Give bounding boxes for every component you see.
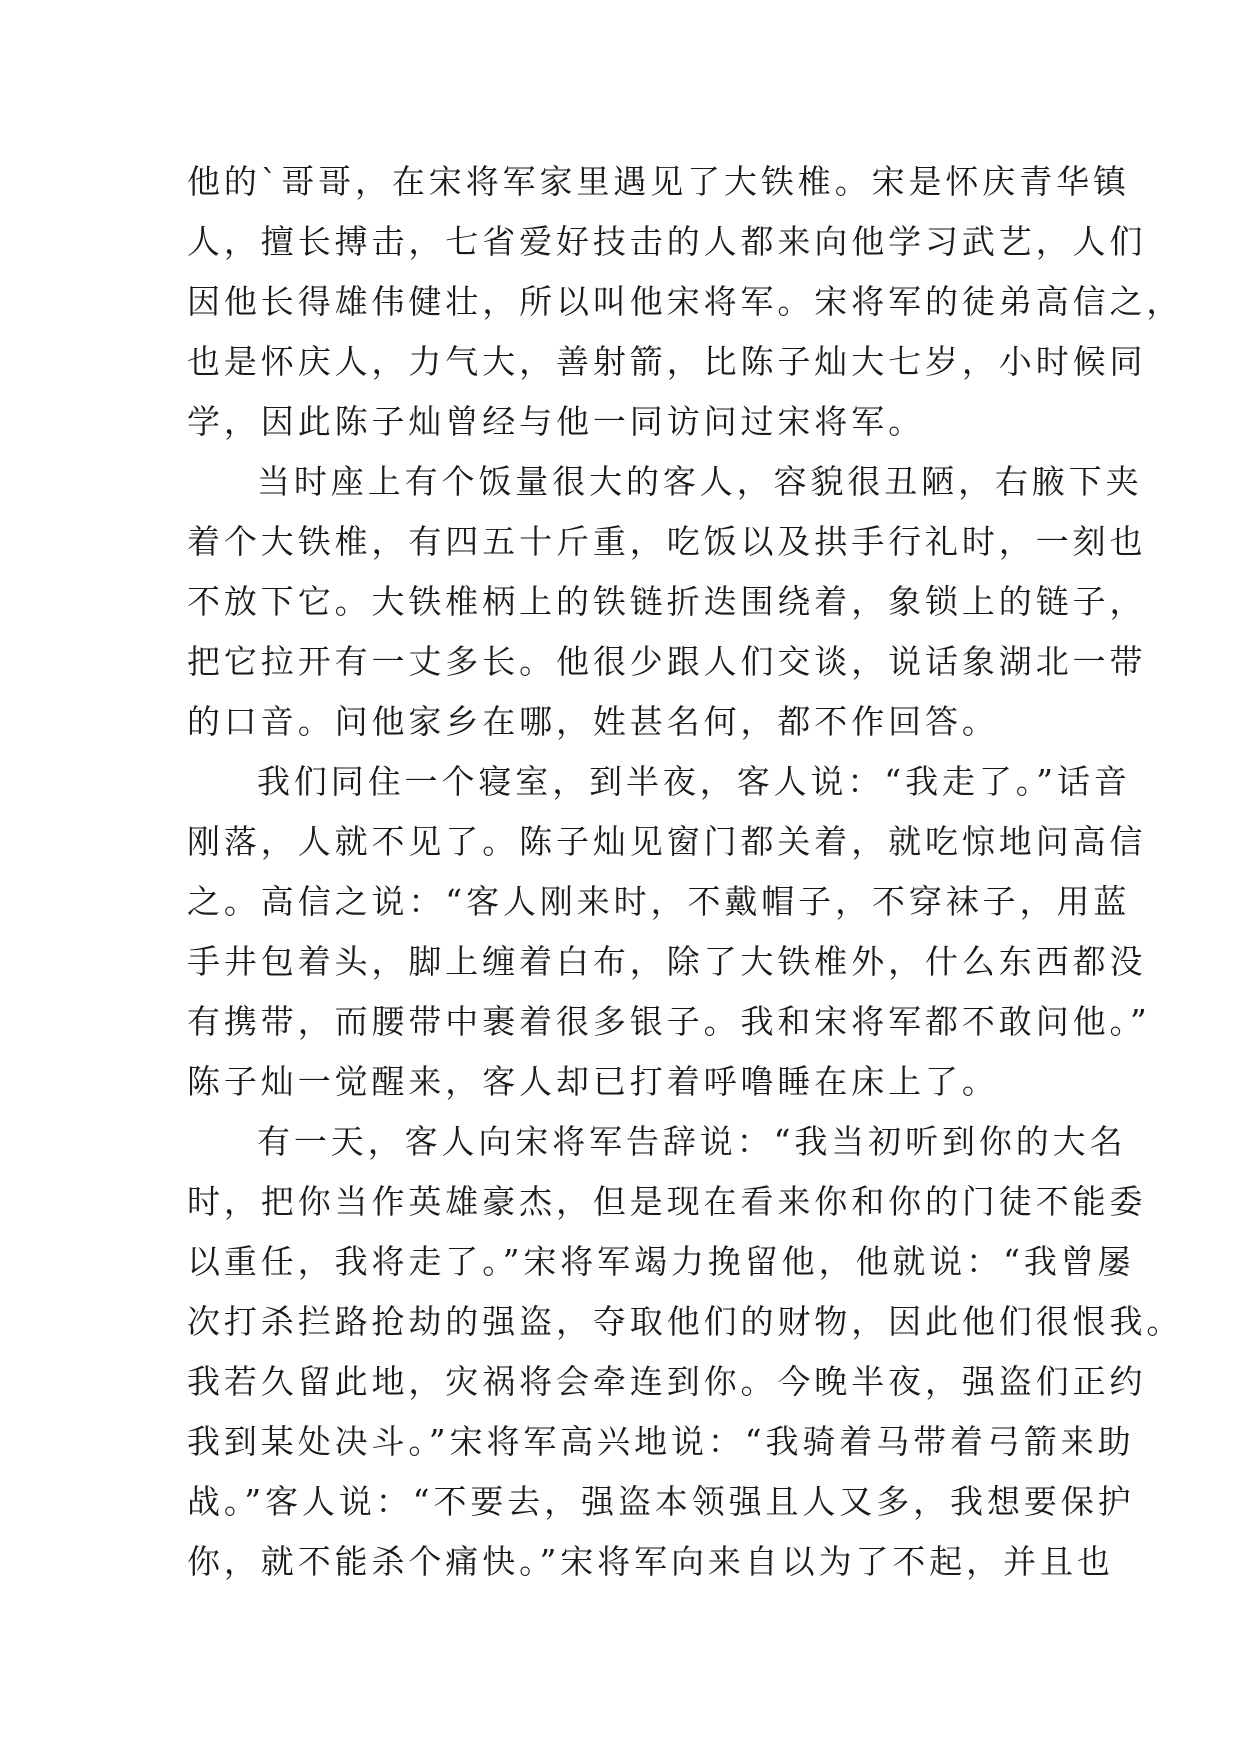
body-text: [187, 152, 1184, 1592]
text-line: 战。”客人说：“不要去，强盗本领强且人又多，我想要保护: [187, 1482, 1135, 1521]
text-line: 的口音。问他家乡在哪，姓甚名何，都不作回答。: [187, 702, 999, 741]
text-line: 刚落，人就不见了。陈子灿见窗门都关着，就吃惊地问高信: [187, 822, 1147, 861]
paragraph-start-line: 有一天，客人向宋将军告辞说：“我当初听到你的大名: [257, 1122, 1127, 1161]
text-line: 不放下它。大铁椎柄上的铁链折迭围绕着，象锁上的链子，: [187, 582, 1147, 621]
paragraph-start-line: 当时座上有个饭量很大的客人，容貌很丑陋，右腋下夹: [257, 462, 1143, 501]
text-line: 着个大铁椎，有四五十斤重，吃饭以及拱手行礼时，一刻也: [187, 522, 1147, 561]
text-line: 手井包着头，脚上缠着白布，除了大铁椎外，什么东西都没: [187, 942, 1147, 981]
text-line: 我若久留此地，灾祸将会牵连到你。今晚半夜，强盗们正约: [187, 1362, 1147, 1401]
text-line: 时，把你当作英雄豪杰，但是现在看来你和你的门徒不能委: [187, 1182, 1147, 1221]
text-line: 以重任，我将走了。”宋将军竭力挽留他，他就说：“我曾屡: [187, 1242, 1135, 1281]
text-line: 陈子灿一觉醒来，客人却已打着呼噜睡在床上了。: [187, 1062, 999, 1101]
paragraph-start-line: 我们同住一个寝室，到半夜，客人说：“我走了。”话音: [257, 762, 1131, 801]
text-line: 我到某处决斗。”宋将军高兴地说：“我骑着马带着弓箭来助: [187, 1422, 1135, 1461]
text-line: 你，就不能杀个痛快。”宋将军向来自以为了不起，并且也: [187, 1542, 1114, 1581]
text-line: 次打杀拦路抢劫的强盗，夺取他们的财物，因此他们很恨我。: [187, 1302, 1184, 1341]
text-line: 把它拉开有一丈多长。他很少跟人们交谈，说话象湖北一带: [187, 642, 1147, 681]
text-line: 人，擅长搏击，七省爱好技击的人都来向他学习武艺，人们: [187, 222, 1147, 261]
text-line: 他的`哥哥，在宋将军家里遇见了大铁椎。宋是怀庆青华镇: [187, 162, 1130, 201]
text-line: 学，因此陈子灿曾经与他一同访问过宋将军。: [187, 402, 925, 441]
text-line: 因他长得雄伟健壮，所以叫他宋将军。宋将军的徒弟高信之，: [187, 282, 1184, 321]
text-line: 之。高信之说：“客人刚来时，不戴帽子，不穿袜子，用蓝: [187, 882, 1131, 921]
text-line: 也是怀庆人，力气大，善射箭，比陈子灿大七岁，小时候同: [187, 342, 1147, 381]
text-line: 有携带，而腰带中裹着很多银子。我和宋将军都不敢问他。”: [187, 1002, 1151, 1041]
